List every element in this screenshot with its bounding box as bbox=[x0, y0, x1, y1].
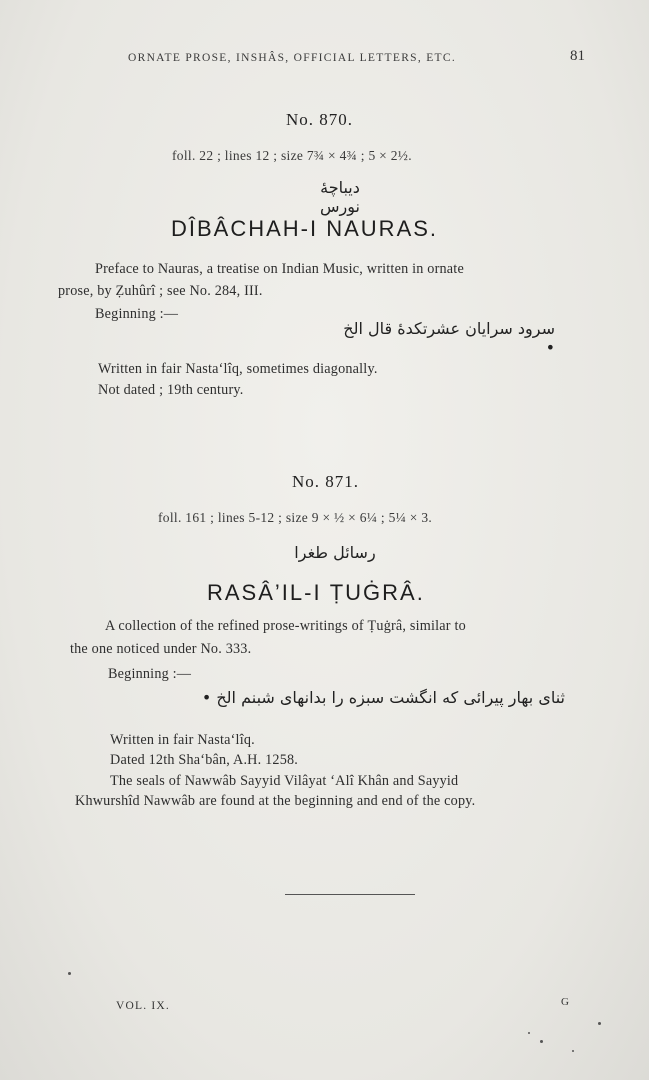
footer-volume: VOL. IX. bbox=[116, 1000, 170, 1012]
entry-871-persian-title: رسائل طغرا bbox=[294, 543, 376, 562]
paper-speck bbox=[598, 1022, 601, 1025]
running-head: ORNATE PROSE, INSHÂS, OFFICIAL LETTERS, ETC. bbox=[128, 52, 456, 64]
entry-870-folio: foll. 22 ; lines 12 ; size 7¾ × 4¾ ; 5 × 2½. bbox=[172, 148, 412, 163]
entry-871-beginning-text: ثنای بهار پیرائی که انگشت سبزه را بدانهای شبنم الخ • bbox=[201, 688, 565, 707]
paper-speck bbox=[528, 1032, 530, 1034]
entry-871-note-line2: Dated 12th Sha‘bân, A.H. 1258. bbox=[110, 752, 299, 768]
entry-870-description-line1: Preface to Nauras, a treatise on Indian Music, written in ornate bbox=[95, 261, 464, 277]
entry-871-title: RASÂ’IL-I ṬUĠRÂ. bbox=[207, 580, 425, 605]
page-number: 81 bbox=[570, 48, 585, 64]
entry-871-description-line2: the one noticed under No. 333. bbox=[70, 641, 252, 657]
entry-870-beginning-text: سرود سرایان عشرتکدۀ قال الخ • bbox=[343, 319, 555, 357]
entry-870-note-line2: Not dated ; 19th century. bbox=[98, 382, 244, 398]
entry-871-folio: foll. 161 ; lines 5-12 ; size 9 × ½ × 6¼ ; 5¼ × 3. bbox=[158, 510, 433, 525]
entry-870-note-line1: Written in fair Nasta‘lîq, sometimes diagonally. bbox=[98, 361, 378, 377]
closing-rule bbox=[285, 894, 415, 895]
entry-870-number: No. 870. bbox=[286, 110, 354, 129]
entry-871-note-line3: The seals of Nawwâb Sayyid Vilâyat ‘Alî Khân and Sayyid bbox=[110, 773, 459, 789]
entry-871-description-line1: A collection of the refined prose-writings of Ṭuġrâ, similar to bbox=[105, 618, 466, 634]
entry-871-note-line1: Written in fair Nasta‘lîq. bbox=[110, 732, 255, 748]
entry-870-title: DÎBÂCHAH-I NAURAS. bbox=[171, 216, 439, 241]
entry-870-beginning-label: Beginning :— bbox=[95, 306, 179, 322]
paper-speck bbox=[68, 972, 71, 975]
entry-871-number: No. 871. bbox=[292, 472, 360, 491]
paper-speck bbox=[540, 1040, 543, 1043]
entry-870-persian-title: دیباچۀ نورس bbox=[320, 178, 360, 216]
entry-871-note-line4: Khwurshîd Nawwâb are found at the beginning and end of the copy. bbox=[75, 793, 476, 809]
footer-signature: G bbox=[561, 996, 569, 1008]
entry-871-beginning-label: Beginning :— bbox=[108, 666, 192, 682]
paper-speck bbox=[572, 1050, 574, 1052]
entry-870-description-line2: prose, by Ẓuhûrî ; see No. 284, III. bbox=[58, 283, 263, 299]
